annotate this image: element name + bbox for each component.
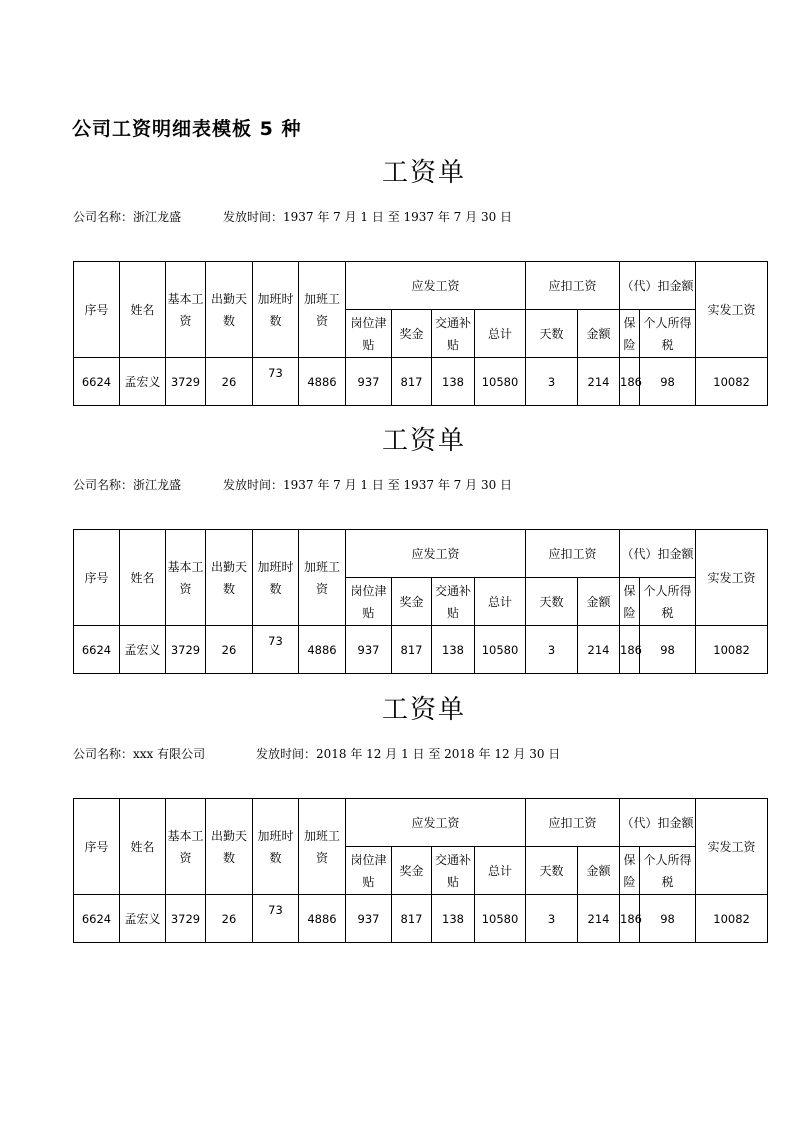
cell-net-pay: 10082 (696, 895, 768, 943)
cell-overtime-pay: 4886 (299, 358, 346, 406)
cell-deduction-days: 3 (526, 626, 578, 674)
header-overtime-hours: 加班时数 (253, 262, 299, 358)
header-attendance-days: 出勤天数 (206, 799, 253, 895)
salary-slip (0, 692, 800, 926)
cell-index: 6624 (74, 358, 120, 406)
header-base-salary: 基本工资 (166, 530, 206, 626)
cell-net-pay: 10082 (696, 358, 768, 406)
cell-transport-allowance: 138 (432, 626, 475, 674)
header-name: 姓名 (120, 530, 166, 626)
cell-transport-allowance: 138 (432, 895, 475, 943)
cell-name: 孟宏义 (120, 895, 166, 943)
slip-title: 工资单 (381, 158, 466, 188)
cell-post-allowance: 937 (346, 626, 392, 674)
cell-index: 6624 (74, 626, 120, 674)
header-name: 姓名 (120, 799, 166, 895)
cell-overtime-pay: 4886 (299, 895, 346, 943)
slip-info (0, 208, 800, 226)
table-row (74, 358, 768, 406)
header-index: 序号 (74, 799, 120, 895)
cell-name: 孟宏义 (120, 626, 166, 674)
header-overtime-pay: 加班工资 (299, 799, 346, 895)
header-overtime-hours: 加班时数 (253, 799, 299, 895)
header-income-tax: 个人所得税 (640, 310, 696, 358)
pay-period: 发放时间：1937 年 7 月 1 日 至 1937 年 7 月 30 日 (223, 210, 513, 224)
header-index: 序号 (74, 262, 120, 358)
salary-table (73, 798, 768, 943)
pay-period: 发放时间：1937 年 7 月 1 日 至 1937 年 7 月 30 日 (223, 478, 513, 492)
cell-total: 10580 (475, 895, 526, 943)
header-deduction-days: 天数 (526, 310, 578, 358)
header-deduction-amount: 金额 (578, 310, 620, 358)
slip-info (0, 476, 800, 494)
table-row (74, 626, 768, 674)
document-title: 公司工资明细表模板 5 种 (72, 118, 302, 140)
company-name: 公司名称：浙江龙盛 (73, 210, 182, 224)
pay-period: 发放时间：2018 年 12 月 1 日 至 2018 年 12 月 30 日 (256, 747, 561, 761)
header-payable-group: 应发工资 (346, 262, 526, 310)
salary-table (73, 261, 768, 406)
header-deduction-group: 应扣工资 (526, 799, 620, 847)
cell-deduction-days: 3 (526, 895, 578, 943)
slip-title: 工资单 (381, 426, 466, 456)
cell-overtime-hours: 73 (253, 895, 299, 943)
header-insurance: 保险 (620, 578, 640, 626)
cell-base-salary: 3729 (166, 626, 206, 674)
header-payable-group: 应发工资 (346, 799, 526, 847)
header-bonus: 奖金 (392, 847, 432, 895)
header-deduction-amount: 金额 (578, 847, 620, 895)
cell-deduction-amount: 214 (578, 626, 620, 674)
cell-transport-allowance: 138 (432, 358, 475, 406)
header-withholding-group: （代）扣金额 (620, 262, 696, 310)
header-total: 总计 (475, 310, 526, 358)
company-name: 公司名称：浙江龙盛 (73, 478, 182, 492)
header-transport-allowance: 交通补贴 (432, 578, 475, 626)
salary-table (73, 529, 768, 674)
slip-title: 工资单 (381, 695, 466, 725)
header-bonus: 奖金 (392, 578, 432, 626)
header-name: 姓名 (120, 262, 166, 358)
cell-bonus: 817 (392, 895, 432, 943)
cell-base-salary: 3729 (166, 895, 206, 943)
cell-net-pay: 10082 (696, 626, 768, 674)
header-income-tax: 个人所得税 (640, 847, 696, 895)
header-net-pay: 实发工资 (696, 262, 768, 358)
header-deduction-days: 天数 (526, 578, 578, 626)
header-overtime-pay: 加班工资 (299, 530, 346, 626)
header-net-pay: 实发工资 (696, 530, 768, 626)
cell-index: 6624 (74, 895, 120, 943)
cell-bonus: 817 (392, 626, 432, 674)
cell-deduction-days: 3 (526, 358, 578, 406)
header-income-tax: 个人所得税 (640, 578, 696, 626)
cell-attendance-days: 26 (206, 626, 253, 674)
cell-insurance: 186 (620, 895, 640, 943)
header-base-salary: 基本工资 (166, 262, 206, 358)
cell-deduction-amount: 214 (578, 895, 620, 943)
salary-slip (0, 423, 800, 657)
cell-income-tax: 98 (640, 895, 696, 943)
cell-total: 10580 (475, 626, 526, 674)
cell-insurance: 186 (620, 358, 640, 406)
header-post-allowance: 岗位津贴 (346, 310, 392, 358)
cell-name: 孟宏义 (120, 358, 166, 406)
header-transport-allowance: 交通补贴 (432, 847, 475, 895)
cell-overtime-hours: 73 (253, 358, 299, 406)
header-insurance: 保险 (620, 310, 640, 358)
salary-slip (0, 155, 800, 389)
slip-info (0, 745, 800, 763)
cell-income-tax: 98 (640, 626, 696, 674)
cell-total: 10580 (475, 358, 526, 406)
cell-insurance: 186 (620, 626, 640, 674)
header-insurance: 保险 (620, 847, 640, 895)
table-row (74, 895, 768, 943)
header-total: 总计 (475, 847, 526, 895)
header-deduction-amount: 金额 (578, 578, 620, 626)
cell-income-tax: 98 (640, 358, 696, 406)
cell-post-allowance: 937 (346, 895, 392, 943)
company-name: 公司名称：xxx 有限公司 (73, 747, 206, 761)
header-deduction-group: 应扣工资 (526, 530, 620, 578)
header-attendance-days: 出勤天数 (206, 530, 253, 626)
header-withholding-group: （代）扣金额 (620, 799, 696, 847)
header-base-salary: 基本工资 (166, 799, 206, 895)
header-post-allowance: 岗位津贴 (346, 578, 392, 626)
cell-base-salary: 3729 (166, 358, 206, 406)
header-index: 序号 (74, 530, 120, 626)
header-bonus: 奖金 (392, 310, 432, 358)
header-transport-allowance: 交通补贴 (432, 310, 475, 358)
cell-attendance-days: 26 (206, 358, 253, 406)
header-deduction-days: 天数 (526, 847, 578, 895)
cell-overtime-pay: 4886 (299, 626, 346, 674)
header-withholding-group: （代）扣金额 (620, 530, 696, 578)
cell-overtime-hours: 73 (253, 626, 299, 674)
header-total: 总计 (475, 578, 526, 626)
header-attendance-days: 出勤天数 (206, 262, 253, 358)
cell-deduction-amount: 214 (578, 358, 620, 406)
header-overtime-pay: 加班工资 (299, 262, 346, 358)
cell-bonus: 817 (392, 358, 432, 406)
header-deduction-group: 应扣工资 (526, 262, 620, 310)
cell-attendance-days: 26 (206, 895, 253, 943)
header-overtime-hours: 加班时数 (253, 530, 299, 626)
header-post-allowance: 岗位津贴 (346, 847, 392, 895)
header-net-pay: 实发工资 (696, 799, 768, 895)
header-payable-group: 应发工资 (346, 530, 526, 578)
cell-post-allowance: 937 (346, 358, 392, 406)
